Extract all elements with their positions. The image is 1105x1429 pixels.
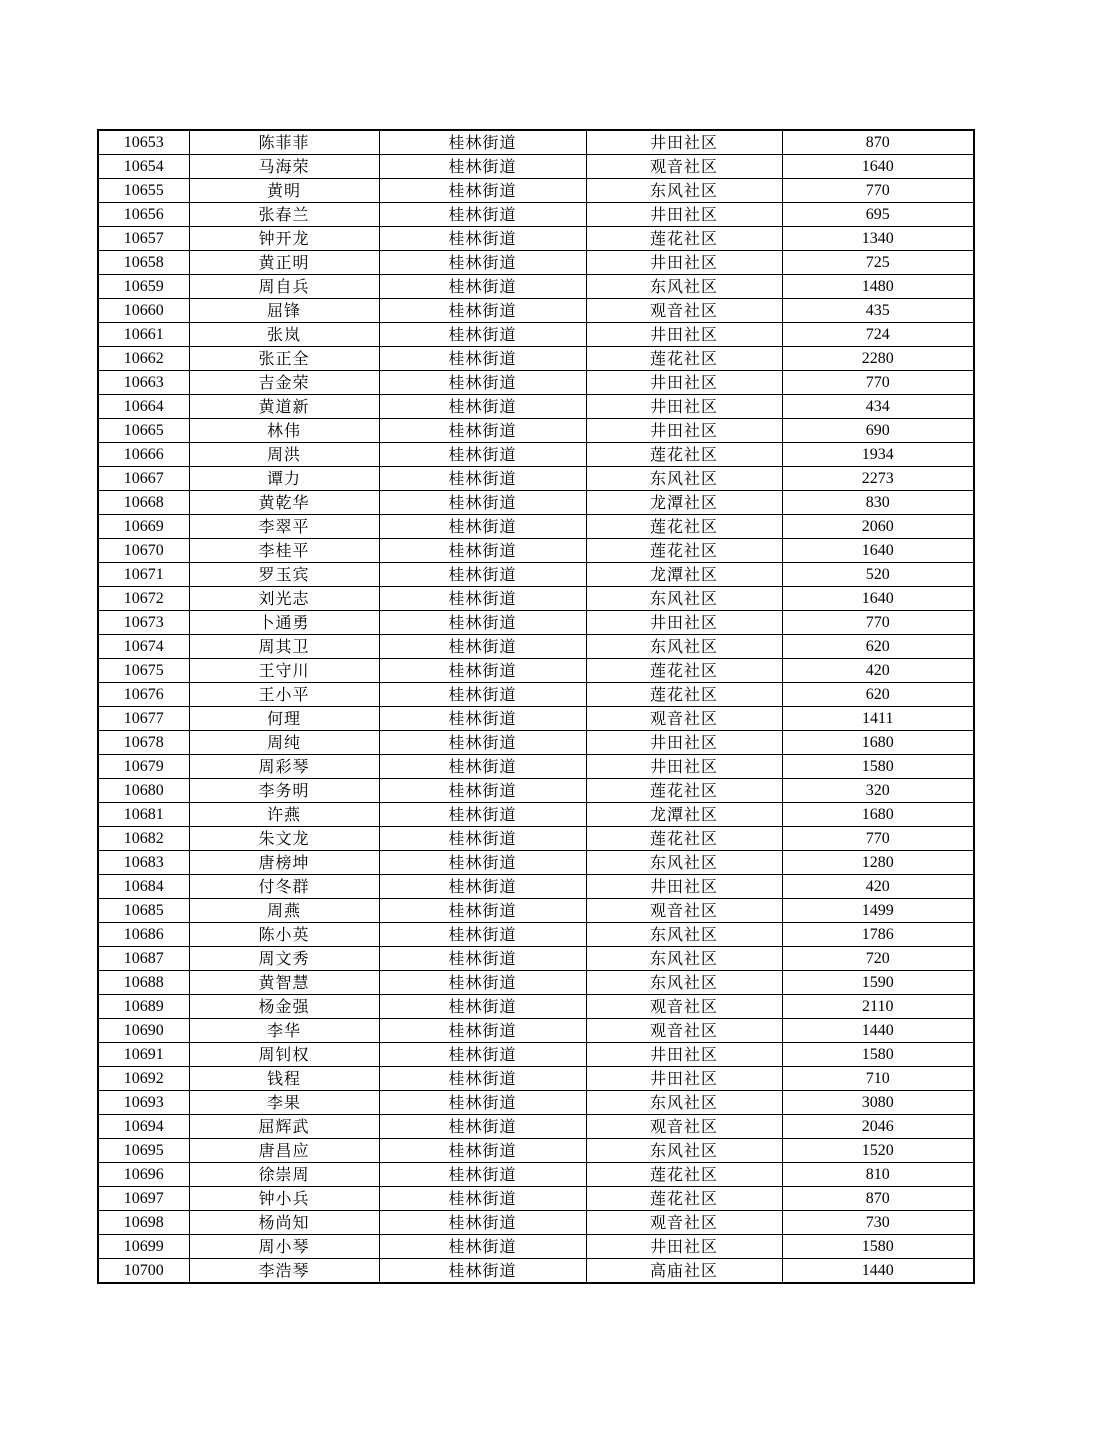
row-amount-cell: 1934 — [782, 443, 974, 467]
row-community-cell: 井田社区 — [586, 1043, 782, 1067]
row-community-cell: 井田社区 — [586, 130, 782, 155]
row-amount-cell: 770 — [782, 827, 974, 851]
row-community-cell: 井田社区 — [586, 611, 782, 635]
row-street-cell: 桂林街道 — [379, 1259, 586, 1284]
row-street-cell: 桂林街道 — [379, 203, 586, 227]
row-name-cell: 李桂平 — [189, 539, 379, 563]
row-id-cell: 10657 — [98, 227, 189, 251]
row-street-cell: 桂林街道 — [379, 539, 586, 563]
row-id-cell: 10653 — [98, 130, 189, 155]
table-row — [98, 251, 974, 275]
row-name-cell: 吉金荣 — [189, 371, 379, 395]
row-id-cell: 10656 — [98, 203, 189, 227]
row-name-cell: 周文秀 — [189, 947, 379, 971]
row-community-cell: 观音社区 — [586, 155, 782, 179]
row-amount-cell: 1280 — [782, 851, 974, 875]
row-street-cell: 桂林街道 — [379, 347, 586, 371]
row-name-cell: 钟小兵 — [189, 1187, 379, 1211]
row-street-cell: 桂林街道 — [379, 1091, 586, 1115]
row-amount-cell: 1580 — [782, 1043, 974, 1067]
row-amount-cell: 720 — [782, 947, 974, 971]
row-street-cell: 桂林街道 — [379, 659, 586, 683]
row-community-cell: 观音社区 — [586, 1115, 782, 1139]
row-amount-cell: 620 — [782, 683, 974, 707]
table-row — [98, 1019, 974, 1043]
row-community-cell: 龙潭社区 — [586, 563, 782, 587]
row-amount-cell: 620 — [782, 635, 974, 659]
row-street-cell: 桂林街道 — [379, 323, 586, 347]
row-name-cell: 林伟 — [189, 419, 379, 443]
row-amount-cell: 690 — [782, 419, 974, 443]
row-amount-cell: 320 — [782, 779, 974, 803]
table-row — [98, 1091, 974, 1115]
row-name-cell: 付冬群 — [189, 875, 379, 899]
row-amount-cell: 1340 — [782, 227, 974, 251]
row-amount-cell: 770 — [782, 611, 974, 635]
row-street-cell: 桂林街道 — [379, 1115, 586, 1139]
row-street-cell: 桂林街道 — [379, 827, 586, 851]
row-street-cell: 桂林街道 — [379, 467, 586, 491]
table-row — [98, 1067, 974, 1091]
row-id-cell: 10682 — [98, 827, 189, 851]
data-table — [97, 129, 975, 1284]
row-community-cell: 龙潭社区 — [586, 803, 782, 827]
row-name-cell: 王守川 — [189, 659, 379, 683]
row-community-cell: 高庙社区 — [586, 1259, 782, 1284]
row-id-cell: 10660 — [98, 299, 189, 323]
table-row — [98, 227, 974, 251]
table-row — [98, 1187, 974, 1211]
row-community-cell: 东风社区 — [586, 971, 782, 995]
row-id-cell: 10661 — [98, 323, 189, 347]
row-street-cell: 桂林街道 — [379, 923, 586, 947]
row-community-cell: 观音社区 — [586, 299, 782, 323]
row-amount-cell: 710 — [782, 1067, 974, 1091]
table-row — [98, 971, 974, 995]
table-row — [98, 1235, 974, 1259]
row-id-cell: 10668 — [98, 491, 189, 515]
row-street-cell: 桂林街道 — [379, 1139, 586, 1163]
row-amount-cell: 420 — [782, 875, 974, 899]
row-name-cell: 陈小英 — [189, 923, 379, 947]
row-id-cell: 10670 — [98, 539, 189, 563]
row-street-cell: 桂林街道 — [379, 395, 586, 419]
table-row — [98, 611, 974, 635]
row-id-cell: 10699 — [98, 1235, 189, 1259]
row-amount-cell: 1680 — [782, 731, 974, 755]
row-community-cell: 东风社区 — [586, 947, 782, 971]
row-name-cell: 罗玉宾 — [189, 563, 379, 587]
row-id-cell: 10665 — [98, 419, 189, 443]
row-community-cell: 莲花社区 — [586, 347, 782, 371]
row-amount-cell: 435 — [782, 299, 974, 323]
row-street-cell: 桂林街道 — [379, 947, 586, 971]
row-street-cell: 桂林街道 — [379, 1043, 586, 1067]
row-name-cell: 马海荣 — [189, 155, 379, 179]
table-row — [98, 707, 974, 731]
row-name-cell: 王小平 — [189, 683, 379, 707]
table-row — [98, 419, 974, 443]
table-row — [98, 467, 974, 491]
row-name-cell: 周燕 — [189, 899, 379, 923]
table-row — [98, 563, 974, 587]
row-id-cell: 10681 — [98, 803, 189, 827]
row-street-cell: 桂林街道 — [379, 707, 586, 731]
row-street-cell: 桂林街道 — [379, 1211, 586, 1235]
row-name-cell: 唐昌应 — [189, 1139, 379, 1163]
row-id-cell: 10673 — [98, 611, 189, 635]
row-id-cell: 10667 — [98, 467, 189, 491]
row-community-cell: 井田社区 — [586, 875, 782, 899]
row-id-cell: 10684 — [98, 875, 189, 899]
row-community-cell: 观音社区 — [586, 1211, 782, 1235]
row-community-cell: 井田社区 — [586, 419, 782, 443]
row-amount-cell: 1640 — [782, 539, 974, 563]
row-amount-cell: 770 — [782, 179, 974, 203]
table-row — [98, 323, 974, 347]
row-id-cell: 10689 — [98, 995, 189, 1019]
row-id-cell: 10700 — [98, 1259, 189, 1284]
row-id-cell: 10659 — [98, 275, 189, 299]
row-street-cell: 桂林街道 — [379, 875, 586, 899]
table-row — [98, 1211, 974, 1235]
row-street-cell: 桂林街道 — [379, 130, 586, 155]
row-community-cell: 井田社区 — [586, 371, 782, 395]
table-row — [98, 491, 974, 515]
row-amount-cell: 434 — [782, 395, 974, 419]
table-row — [98, 347, 974, 371]
table-row — [98, 203, 974, 227]
row-amount-cell: 770 — [782, 371, 974, 395]
row-name-cell: 周小琴 — [189, 1235, 379, 1259]
row-name-cell: 谭力 — [189, 467, 379, 491]
table-row — [98, 515, 974, 539]
row-id-cell: 10680 — [98, 779, 189, 803]
table-body — [98, 130, 974, 1283]
row-community-cell: 莲花社区 — [586, 515, 782, 539]
table-row — [98, 875, 974, 899]
row-street-cell: 桂林街道 — [379, 1067, 586, 1091]
row-name-cell: 李浩琴 — [189, 1259, 379, 1284]
row-id-cell: 10671 — [98, 563, 189, 587]
row-id-cell: 10666 — [98, 443, 189, 467]
row-id-cell: 10692 — [98, 1067, 189, 1091]
row-amount-cell: 1580 — [782, 755, 974, 779]
row-community-cell: 井田社区 — [586, 755, 782, 779]
row-community-cell: 东风社区 — [586, 179, 782, 203]
row-name-cell: 张正全 — [189, 347, 379, 371]
table-row — [98, 851, 974, 875]
row-community-cell: 莲花社区 — [586, 539, 782, 563]
table-row — [98, 803, 974, 827]
table-row — [98, 779, 974, 803]
table-row — [98, 947, 974, 971]
row-name-cell: 周自兵 — [189, 275, 379, 299]
table-row — [98, 923, 974, 947]
row-amount-cell: 725 — [782, 251, 974, 275]
row-community-cell: 东风社区 — [586, 923, 782, 947]
table-row — [98, 827, 974, 851]
row-community-cell: 莲花社区 — [586, 827, 782, 851]
table-row — [98, 1259, 974, 1284]
table-row — [98, 130, 974, 155]
row-name-cell: 卜通勇 — [189, 611, 379, 635]
row-id-cell: 10663 — [98, 371, 189, 395]
table-row — [98, 587, 974, 611]
row-id-cell: 10672 — [98, 587, 189, 611]
row-name-cell: 黄乾华 — [189, 491, 379, 515]
row-street-cell: 桂林街道 — [379, 179, 586, 203]
row-street-cell: 桂林街道 — [379, 491, 586, 515]
row-community-cell: 观音社区 — [586, 1019, 782, 1043]
table-row — [98, 731, 974, 755]
row-name-cell: 周彩琴 — [189, 755, 379, 779]
row-community-cell: 莲花社区 — [586, 227, 782, 251]
table-row — [98, 899, 974, 923]
row-street-cell: 桂林街道 — [379, 635, 586, 659]
row-amount-cell: 1411 — [782, 707, 974, 731]
table-row — [98, 299, 974, 323]
row-amount-cell: 695 — [782, 203, 974, 227]
row-name-cell: 杨金强 — [189, 995, 379, 1019]
row-amount-cell: 1499 — [782, 899, 974, 923]
row-street-cell: 桂林街道 — [379, 851, 586, 875]
row-id-cell: 10654 — [98, 155, 189, 179]
row-street-cell: 桂林街道 — [379, 299, 586, 323]
row-id-cell: 10675 — [98, 659, 189, 683]
row-amount-cell: 1440 — [782, 1019, 974, 1043]
row-name-cell: 朱文龙 — [189, 827, 379, 851]
table-row — [98, 755, 974, 779]
table-row — [98, 1139, 974, 1163]
row-amount-cell: 1520 — [782, 1139, 974, 1163]
table-row — [98, 1043, 974, 1067]
row-id-cell: 10686 — [98, 923, 189, 947]
row-amount-cell: 2110 — [782, 995, 974, 1019]
row-street-cell: 桂林街道 — [379, 899, 586, 923]
row-id-cell: 10687 — [98, 947, 189, 971]
row-name-cell: 李华 — [189, 1019, 379, 1043]
row-amount-cell: 1440 — [782, 1259, 974, 1284]
row-street-cell: 桂林街道 — [379, 371, 586, 395]
row-name-cell: 黄智慧 — [189, 971, 379, 995]
row-community-cell: 东风社区 — [586, 587, 782, 611]
row-amount-cell: 1580 — [782, 1235, 974, 1259]
row-name-cell: 许燕 — [189, 803, 379, 827]
row-street-cell: 桂林街道 — [379, 443, 586, 467]
row-amount-cell: 830 — [782, 491, 974, 515]
row-street-cell: 桂林街道 — [379, 1235, 586, 1259]
row-amount-cell: 724 — [782, 323, 974, 347]
row-name-cell: 周其卫 — [189, 635, 379, 659]
row-amount-cell: 1480 — [782, 275, 974, 299]
row-id-cell: 10693 — [98, 1091, 189, 1115]
row-street-cell: 桂林街道 — [379, 755, 586, 779]
row-community-cell: 莲花社区 — [586, 659, 782, 683]
row-name-cell: 黄正明 — [189, 251, 379, 275]
row-street-cell: 桂林街道 — [379, 803, 586, 827]
row-amount-cell: 1680 — [782, 803, 974, 827]
row-amount-cell: 2273 — [782, 467, 974, 491]
row-street-cell: 桂林街道 — [379, 155, 586, 179]
table-row — [98, 683, 974, 707]
row-community-cell: 东风社区 — [586, 851, 782, 875]
row-id-cell: 10691 — [98, 1043, 189, 1067]
table-row — [98, 155, 974, 179]
row-community-cell: 东风社区 — [586, 635, 782, 659]
row-name-cell: 黄道新 — [189, 395, 379, 419]
row-amount-cell: 2046 — [782, 1115, 974, 1139]
table-row — [98, 659, 974, 683]
table-row — [98, 539, 974, 563]
row-community-cell: 井田社区 — [586, 395, 782, 419]
row-amount-cell: 3080 — [782, 1091, 974, 1115]
row-name-cell: 何理 — [189, 707, 379, 731]
row-amount-cell: 870 — [782, 1187, 974, 1211]
row-street-cell: 桂林街道 — [379, 1163, 586, 1187]
row-name-cell: 徐崇周 — [189, 1163, 379, 1187]
row-street-cell: 桂林街道 — [379, 275, 586, 299]
row-community-cell: 东风社区 — [586, 275, 782, 299]
row-amount-cell: 1640 — [782, 587, 974, 611]
row-name-cell: 张春兰 — [189, 203, 379, 227]
row-name-cell: 李翠平 — [189, 515, 379, 539]
table-row — [98, 275, 974, 299]
row-id-cell: 10679 — [98, 755, 189, 779]
row-name-cell: 李务明 — [189, 779, 379, 803]
row-community-cell: 井田社区 — [586, 731, 782, 755]
row-id-cell: 10697 — [98, 1187, 189, 1211]
row-community-cell: 井田社区 — [586, 251, 782, 275]
row-community-cell: 东风社区 — [586, 1139, 782, 1163]
row-id-cell: 10669 — [98, 515, 189, 539]
row-amount-cell: 420 — [782, 659, 974, 683]
row-community-cell: 东风社区 — [586, 1091, 782, 1115]
row-id-cell: 10698 — [98, 1211, 189, 1235]
row-name-cell: 刘光志 — [189, 587, 379, 611]
row-name-cell: 周纯 — [189, 731, 379, 755]
row-amount-cell: 1640 — [782, 155, 974, 179]
row-amount-cell: 810 — [782, 1163, 974, 1187]
row-name-cell: 钱程 — [189, 1067, 379, 1091]
row-street-cell: 桂林街道 — [379, 563, 586, 587]
row-name-cell: 杨尚知 — [189, 1211, 379, 1235]
row-id-cell: 10694 — [98, 1115, 189, 1139]
row-community-cell: 龙潭社区 — [586, 491, 782, 515]
row-amount-cell: 2280 — [782, 347, 974, 371]
row-street-cell: 桂林街道 — [379, 995, 586, 1019]
row-community-cell: 观音社区 — [586, 995, 782, 1019]
row-community-cell: 观音社区 — [586, 707, 782, 731]
table-row — [98, 395, 974, 419]
row-amount-cell: 870 — [782, 130, 974, 155]
row-name-cell: 屈辉武 — [189, 1115, 379, 1139]
row-id-cell: 10655 — [98, 179, 189, 203]
row-community-cell: 井田社区 — [586, 203, 782, 227]
row-id-cell: 10690 — [98, 1019, 189, 1043]
row-community-cell: 莲花社区 — [586, 1163, 782, 1187]
row-id-cell: 10674 — [98, 635, 189, 659]
row-name-cell: 黄明 — [189, 179, 379, 203]
table-row — [98, 995, 974, 1019]
row-name-cell: 唐榜坤 — [189, 851, 379, 875]
row-amount-cell: 520 — [782, 563, 974, 587]
row-amount-cell: 1786 — [782, 923, 974, 947]
row-street-cell: 桂林街道 — [379, 251, 586, 275]
row-street-cell: 桂林街道 — [379, 419, 586, 443]
row-id-cell: 10696 — [98, 1163, 189, 1187]
row-id-cell: 10664 — [98, 395, 189, 419]
row-id-cell: 10658 — [98, 251, 189, 275]
row-community-cell: 井田社区 — [586, 323, 782, 347]
row-amount-cell: 730 — [782, 1211, 974, 1235]
row-name-cell: 张岚 — [189, 323, 379, 347]
row-id-cell: 10662 — [98, 347, 189, 371]
table-row — [98, 443, 974, 467]
row-street-cell: 桂林街道 — [379, 515, 586, 539]
table-row — [98, 1115, 974, 1139]
row-name-cell: 钟开龙 — [189, 227, 379, 251]
row-community-cell: 东风社区 — [586, 467, 782, 491]
row-street-cell: 桂林街道 — [379, 1019, 586, 1043]
row-name-cell: 周钊权 — [189, 1043, 379, 1067]
row-street-cell: 桂林街道 — [379, 683, 586, 707]
row-id-cell: 10678 — [98, 731, 189, 755]
row-community-cell: 莲花社区 — [586, 779, 782, 803]
row-street-cell: 桂林街道 — [379, 779, 586, 803]
row-street-cell: 桂林街道 — [379, 1187, 586, 1211]
row-name-cell: 李果 — [189, 1091, 379, 1115]
table-row — [98, 179, 974, 203]
row-id-cell: 10688 — [98, 971, 189, 995]
row-name-cell: 屈锋 — [189, 299, 379, 323]
row-name-cell: 周洪 — [189, 443, 379, 467]
table-row — [98, 371, 974, 395]
row-community-cell: 井田社区 — [586, 1067, 782, 1091]
row-street-cell: 桂林街道 — [379, 611, 586, 635]
row-street-cell: 桂林街道 — [379, 731, 586, 755]
table-row — [98, 635, 974, 659]
row-street-cell: 桂林街道 — [379, 587, 586, 611]
row-community-cell: 观音社区 — [586, 899, 782, 923]
row-name-cell: 陈菲菲 — [189, 130, 379, 155]
row-community-cell: 莲花社区 — [586, 1187, 782, 1211]
row-id-cell: 10683 — [98, 851, 189, 875]
row-amount-cell: 2060 — [782, 515, 974, 539]
row-street-cell: 桂林街道 — [379, 971, 586, 995]
row-id-cell: 10685 — [98, 899, 189, 923]
row-id-cell: 10676 — [98, 683, 189, 707]
row-street-cell: 桂林街道 — [379, 227, 586, 251]
row-id-cell: 10695 — [98, 1139, 189, 1163]
table-row — [98, 1163, 974, 1187]
row-id-cell: 10677 — [98, 707, 189, 731]
row-community-cell: 井田社区 — [586, 1235, 782, 1259]
row-community-cell: 莲花社区 — [586, 443, 782, 467]
row-amount-cell: 1590 — [782, 971, 974, 995]
row-community-cell: 莲花社区 — [586, 683, 782, 707]
